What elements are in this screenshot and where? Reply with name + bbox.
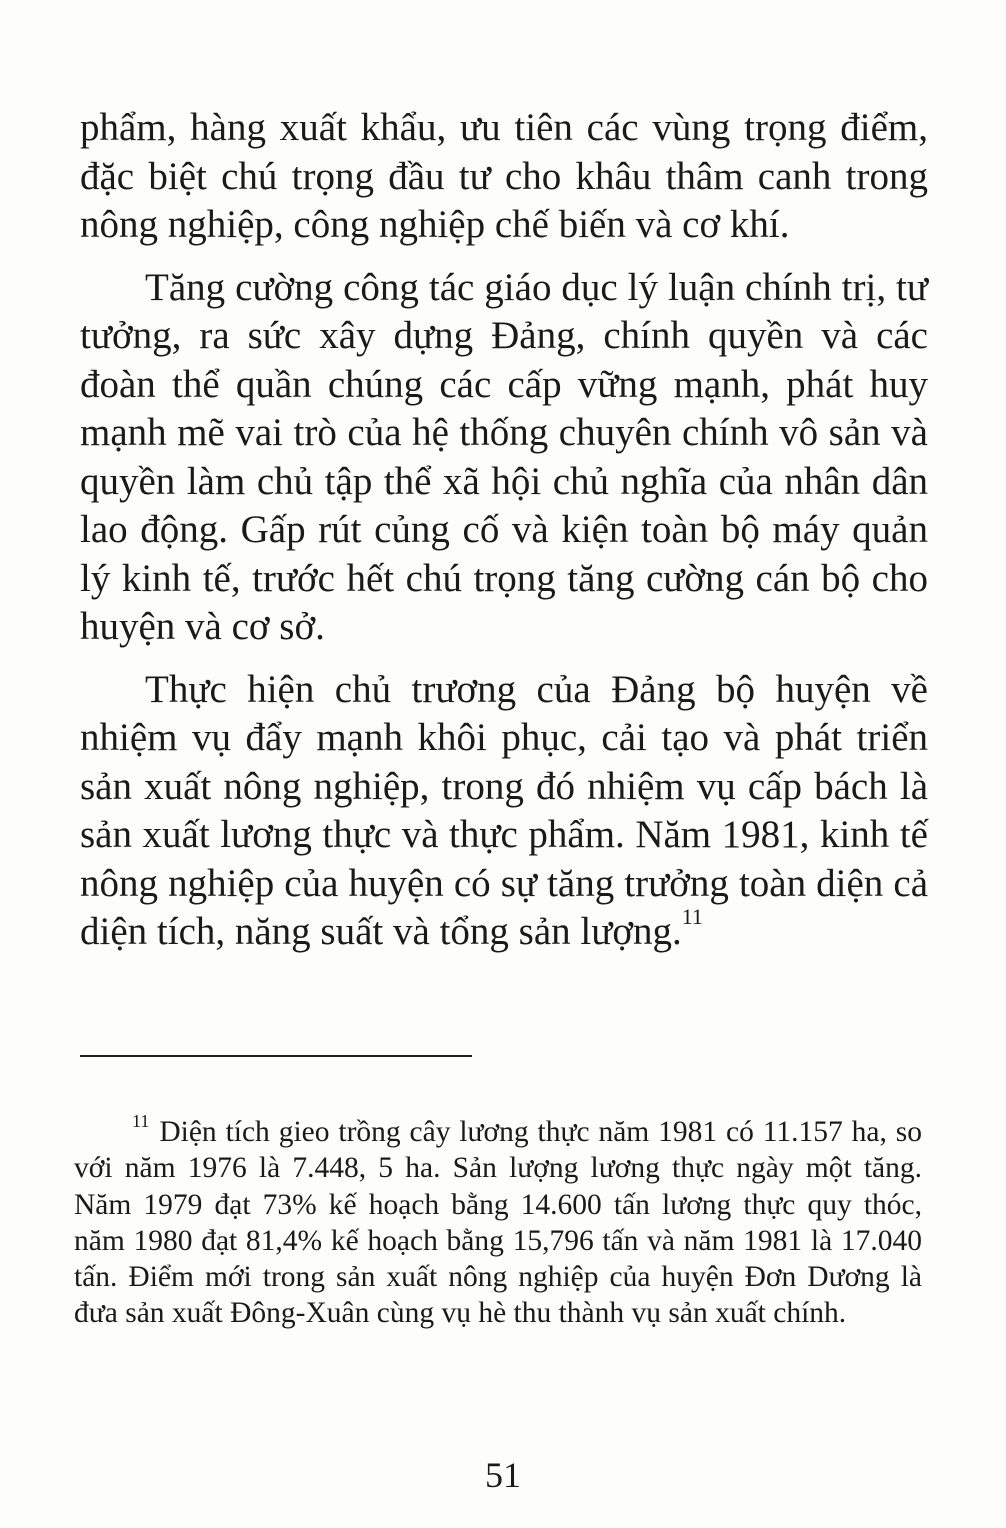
footnote-text: Diện tích gieo trồng cây lương thực năm 1981 có 11.157 ha, so với năm 1976 là 7.448, 5 ha. Sản lượng lương thực ngày một tăng. Năm 1979 đạt 73% kế hoạch bằng 14.600 tấn lương thực quy thóc, năm 1980 đạt 81,4% kế hoạch bằng 15,796 tấn và năm 1981 là 17.040 tấn. Điểm mới trong sản xuất nông nghiệp của huyện Đơn Dương là đưa sản xuất Đông-Xuân cùng vụ hè thu thành vụ sản xuất chính. — [74, 1116, 922, 1330]
footnote-number: 11 — [132, 1111, 150, 1131]
main-text — [80, 104, 928, 957]
page-number: 51 — [485, 1455, 521, 1495]
paragraph-3 — [80, 666, 928, 957]
footnote-paragraph — [74, 1111, 922, 1332]
footnote-reference: 11 — [681, 904, 703, 929]
paragraph-1: phẩm, hàng xuất khẩu, ưu tiên các vùng trọng điểm, đặc biệt chú trọng đầu tư cho khâu thâm canh trong nông nghiệp, công nghiệp chế biến và cơ khí. — [80, 106, 928, 246]
paragraph-2: Tăng cường công tác giáo dục lý luận chính trị, tư tưởng, ra sức xây dựng Đảng, chính quyền và các đoàn thể quần chúng các cấp vững mạnh, phát huy mạnh mẽ vai trò của hệ thống chuyên chính vô sản và quyền làm chủ tập thể xã hội chủ nghĩa của nhân dân lao động. Gấp rút củng cố và kiện toàn bộ máy quản lý kinh tế, trước hết chú trọng tăng cường cán bộ cho huyện và cơ sở. — [80, 265, 928, 648]
footnote — [74, 1111, 922, 1332]
paragraph-3-text: Thực hiện chủ trương của Đảng bộ huyện về nhiệm vụ đẩy mạnh khôi phục, cải tạo và phát triển sản xuất nông nghiệp, trong đó nhiệm vụ cấp bách là sản xuất lương thực và thực phẩm. Năm 1981, kinh tế nông nghiệp của huyện có sự tăng trưởng toàn diện cả diện tích, năng suất và tổng sản lượng. — [80, 667, 928, 953]
footnote-divider — [80, 1055, 472, 1057]
